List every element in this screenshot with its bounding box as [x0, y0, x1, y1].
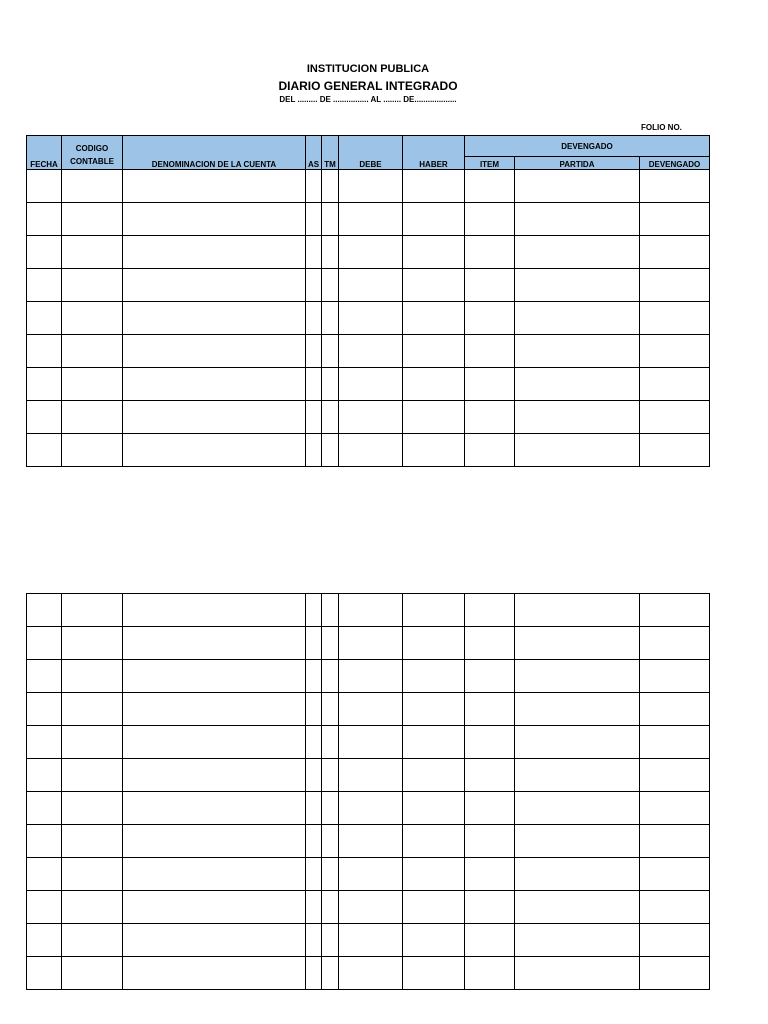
cell-denominacion[interactable] [123, 792, 306, 825]
cell-denominacion[interactable] [123, 726, 306, 759]
cell-tm[interactable] [322, 236, 339, 269]
cell-codigo[interactable] [62, 170, 123, 203]
cell-denominacion[interactable] [123, 957, 306, 990]
cell-debe[interactable] [339, 236, 403, 269]
cell-item[interactable] [465, 236, 515, 269]
table-row [27, 368, 710, 401]
cell-denominacion[interactable] [123, 368, 306, 401]
table-row [27, 759, 710, 792]
cell-codigo[interactable] [62, 236, 123, 269]
cell-as[interactable] [306, 368, 322, 401]
cell-debe[interactable] [339, 924, 403, 957]
cell-item[interactable] [465, 368, 515, 401]
cell-devengado[interactable] [640, 269, 710, 302]
cell-tm[interactable] [322, 957, 339, 990]
cell-fecha[interactable] [27, 891, 62, 924]
cell-tm[interactable] [322, 858, 339, 891]
cell-codigo[interactable] [62, 693, 123, 726]
cell-haber[interactable] [403, 335, 465, 368]
cell-codigo[interactable] [62, 792, 123, 825]
table-row [27, 825, 710, 858]
period-line: DEL ......... DE ................ AL ........ DE................... [279, 95, 457, 104]
cell-item[interactable] [465, 401, 515, 434]
cell-partida[interactable] [515, 825, 640, 858]
table-top-body [27, 170, 710, 467]
cell-partida[interactable] [515, 269, 640, 302]
cell-fecha[interactable] [27, 401, 62, 434]
cell-tm[interactable] [322, 660, 339, 693]
cell-item[interactable] [465, 693, 515, 726]
cell-fecha[interactable] [27, 368, 62, 401]
table-row [27, 957, 710, 990]
cell-denominacion[interactable] [123, 924, 306, 957]
table-row [27, 627, 710, 660]
cell-devengado[interactable] [640, 203, 710, 236]
cell-as[interactable] [306, 170, 322, 203]
cell-as[interactable] [306, 660, 322, 693]
table-row [27, 401, 710, 434]
cell-tm[interactable] [322, 792, 339, 825]
cell-as[interactable] [306, 302, 322, 335]
cell-item[interactable] [465, 335, 515, 368]
cell-fecha[interactable] [27, 825, 62, 858]
col-as: AS [306, 136, 322, 170]
cell-as[interactable] [306, 693, 322, 726]
cell-debe[interactable] [339, 825, 403, 858]
cell-haber[interactable] [403, 368, 465, 401]
cell-fecha[interactable] [27, 924, 62, 957]
journal-table-top [26, 135, 710, 467]
cell-tm[interactable] [322, 825, 339, 858]
cell-denominacion[interactable] [123, 401, 306, 434]
cell-fecha[interactable] [27, 858, 62, 891]
cell-devengado[interactable] [640, 170, 710, 203]
cell-partida[interactable] [515, 170, 640, 203]
cell-fecha[interactable] [27, 726, 62, 759]
cell-denominacion[interactable] [123, 594, 306, 627]
cell-denominacion[interactable] [123, 858, 306, 891]
cell-haber[interactable] [403, 825, 465, 858]
cell-haber[interactable] [403, 434, 465, 467]
cell-partida[interactable] [515, 335, 640, 368]
cell-fecha[interactable] [27, 302, 62, 335]
cell-tm[interactable] [322, 726, 339, 759]
cell-fecha[interactable] [27, 434, 62, 467]
table-row [27, 236, 710, 269]
cell-debe[interactable] [339, 759, 403, 792]
cell-devengado[interactable] [640, 792, 710, 825]
cell-devengado[interactable] [640, 302, 710, 335]
cell-codigo[interactable] [62, 660, 123, 693]
cell-as[interactable] [306, 792, 322, 825]
cell-item[interactable] [465, 858, 515, 891]
cell-denominacion[interactable] [123, 170, 306, 203]
cell-debe[interactable] [339, 726, 403, 759]
cell-debe[interactable] [339, 203, 403, 236]
cell-codigo[interactable] [62, 368, 123, 401]
cell-haber[interactable] [403, 236, 465, 269]
col-debe: DEBE [339, 136, 403, 170]
cell-codigo[interactable] [62, 891, 123, 924]
table-bottom-body [27, 594, 710, 990]
cell-codigo[interactable] [62, 269, 123, 302]
cell-haber[interactable] [403, 693, 465, 726]
cell-denominacion[interactable] [123, 693, 306, 726]
cell-devengado[interactable] [640, 434, 710, 467]
cell-debe[interactable] [339, 957, 403, 990]
cell-devengado[interactable] [640, 401, 710, 434]
cell-partida[interactable] [515, 594, 640, 627]
table-row [27, 434, 710, 467]
cell-partida[interactable] [515, 957, 640, 990]
institution-title: INSTITUCION PUBLICA [306, 63, 430, 75]
col-tm: TM [322, 136, 339, 170]
cell-fecha[interactable] [27, 594, 62, 627]
cell-fecha[interactable] [27, 693, 62, 726]
cell-debe[interactable] [339, 792, 403, 825]
document-title: DIARIO GENERAL INTEGRADO [278, 79, 458, 93]
cell-as[interactable] [306, 236, 322, 269]
cell-codigo[interactable] [62, 957, 123, 990]
cell-tm[interactable] [322, 170, 339, 203]
cell-tm[interactable] [322, 269, 339, 302]
cell-fecha[interactable] [27, 170, 62, 203]
cell-partida[interactable] [515, 203, 640, 236]
col-codigo-line1: CODIGO [75, 144, 109, 153]
cell-fecha[interactable] [27, 269, 62, 302]
cell-tm[interactable] [322, 924, 339, 957]
cell-denominacion[interactable] [123, 203, 306, 236]
col-haber: HABER [403, 136, 465, 170]
cell-debe[interactable] [339, 335, 403, 368]
cell-as[interactable] [306, 401, 322, 434]
cell-item[interactable] [465, 759, 515, 792]
cell-haber[interactable] [403, 302, 465, 335]
cell-haber[interactable] [403, 401, 465, 434]
cell-denominacion[interactable] [123, 759, 306, 792]
cell-as[interactable] [306, 594, 322, 627]
cell-item[interactable] [465, 891, 515, 924]
cell-devengado[interactable] [640, 759, 710, 792]
cell-debe[interactable] [339, 858, 403, 891]
cell-haber[interactable] [403, 924, 465, 957]
cell-debe[interactable] [339, 368, 403, 401]
cell-denominacion[interactable] [123, 236, 306, 269]
cell-haber[interactable] [403, 660, 465, 693]
cell-denominacion[interactable] [123, 302, 306, 335]
cell-haber[interactable] [403, 891, 465, 924]
cell-fecha[interactable] [27, 759, 62, 792]
cell-devengado[interactable] [640, 924, 710, 957]
cell-debe[interactable] [339, 693, 403, 726]
cell-tm[interactable] [322, 891, 339, 924]
cell-denominacion[interactable] [123, 269, 306, 302]
cell-devengado[interactable] [640, 335, 710, 368]
cell-partida[interactable] [515, 792, 640, 825]
cell-tm[interactable] [322, 302, 339, 335]
table-row [27, 302, 710, 335]
col-codigo-line2: CONTABLE [70, 157, 114, 166]
cell-item[interactable] [465, 825, 515, 858]
cell-devengado[interactable] [640, 957, 710, 990]
cell-codigo[interactable] [62, 858, 123, 891]
cell-as[interactable] [306, 924, 322, 957]
cell-tm[interactable] [322, 434, 339, 467]
cell-as[interactable] [306, 627, 322, 660]
cell-tm[interactable] [322, 594, 339, 627]
col-fecha: FECHA [27, 136, 62, 170]
cell-codigo[interactable] [62, 726, 123, 759]
cell-debe[interactable] [339, 627, 403, 660]
cell-codigo[interactable] [62, 401, 123, 434]
cell-haber[interactable] [403, 269, 465, 302]
cell-item[interactable] [465, 269, 515, 302]
cell-fecha[interactable] [27, 792, 62, 825]
cell-partida[interactable] [515, 401, 640, 434]
cell-item[interactable] [465, 302, 515, 335]
cell-item[interactable] [465, 594, 515, 627]
cell-item[interactable] [465, 170, 515, 203]
cell-haber[interactable] [403, 759, 465, 792]
cell-devengado[interactable] [640, 825, 710, 858]
cell-fecha[interactable] [27, 957, 62, 990]
cell-haber[interactable] [403, 170, 465, 203]
cell-fecha[interactable] [27, 203, 62, 236]
cell-haber[interactable] [403, 957, 465, 990]
cell-debe[interactable] [339, 660, 403, 693]
table-row [27, 203, 710, 236]
cell-as[interactable] [306, 858, 322, 891]
cell-denominacion[interactable] [123, 627, 306, 660]
cell-tm[interactable] [322, 401, 339, 434]
cell-partida[interactable] [515, 891, 640, 924]
cell-debe[interactable] [339, 269, 403, 302]
cell-devengado[interactable] [640, 627, 710, 660]
cell-codigo[interactable] [62, 594, 123, 627]
cell-denominacion[interactable] [123, 434, 306, 467]
cell-partida[interactable] [515, 368, 640, 401]
cell-devengado[interactable] [640, 236, 710, 269]
cell-partida[interactable] [515, 693, 640, 726]
cell-debe[interactable] [339, 891, 403, 924]
cell-haber[interactable] [403, 792, 465, 825]
col-devengado: DEVENGADO [640, 157, 710, 170]
cell-partida[interactable] [515, 302, 640, 335]
cell-partida[interactable] [515, 726, 640, 759]
cell-devengado[interactable] [640, 660, 710, 693]
cell-codigo[interactable] [62, 627, 123, 660]
cell-partida[interactable] [515, 660, 640, 693]
cell-debe[interactable] [339, 434, 403, 467]
cell-codigo[interactable] [62, 825, 123, 858]
table-row [27, 660, 710, 693]
cell-codigo[interactable] [62, 335, 123, 368]
cell-tm[interactable] [322, 759, 339, 792]
cell-haber[interactable] [403, 594, 465, 627]
cell-as[interactable] [306, 269, 322, 302]
cell-partida[interactable] [515, 627, 640, 660]
cell-as[interactable] [306, 957, 322, 990]
table-row [27, 726, 710, 759]
cell-denominacion[interactable] [123, 335, 306, 368]
cell-haber[interactable] [403, 726, 465, 759]
cell-devengado[interactable] [640, 858, 710, 891]
cell-devengado[interactable] [640, 594, 710, 627]
cell-debe[interactable] [339, 401, 403, 434]
cell-codigo[interactable] [62, 302, 123, 335]
cell-tm[interactable] [322, 203, 339, 236]
cell-tm[interactable] [322, 335, 339, 368]
cell-debe[interactable] [339, 170, 403, 203]
col-partida: PARTIDA [515, 157, 640, 170]
cell-item[interactable] [465, 434, 515, 467]
cell-debe[interactable] [339, 302, 403, 335]
col-denominacion: DENOMINACION DE LA CUENTA [123, 136, 306, 170]
cell-partida[interactable] [515, 434, 640, 467]
cell-codigo[interactable] [62, 759, 123, 792]
col-group-devengado: DEVENGADO [465, 136, 710, 157]
cell-partida[interactable] [515, 236, 640, 269]
table-row [27, 170, 710, 203]
cell-partida[interactable] [515, 858, 640, 891]
cell-as[interactable] [306, 726, 322, 759]
cell-denominacion[interactable] [123, 660, 306, 693]
col-item: ITEM [465, 157, 515, 170]
cell-fecha[interactable] [27, 660, 62, 693]
cell-denominacion[interactable] [123, 891, 306, 924]
table-row [27, 335, 710, 368]
table-row [27, 924, 710, 957]
cell-devengado[interactable] [640, 368, 710, 401]
cell-denominacion[interactable] [123, 825, 306, 858]
cell-item[interactable] [465, 924, 515, 957]
cell-haber[interactable] [403, 203, 465, 236]
cell-as[interactable] [306, 434, 322, 467]
cell-item[interactable] [465, 660, 515, 693]
table-row [27, 594, 710, 627]
cell-codigo[interactable] [62, 434, 123, 467]
cell-item[interactable] [465, 203, 515, 236]
cell-as[interactable] [306, 335, 322, 368]
cell-devengado[interactable] [640, 693, 710, 726]
cell-fecha[interactable] [27, 335, 62, 368]
cell-partida[interactable] [515, 759, 640, 792]
cell-item[interactable] [465, 627, 515, 660]
table-row [27, 269, 710, 302]
cell-fecha[interactable] [27, 236, 62, 269]
cell-tm[interactable] [322, 368, 339, 401]
cell-debe[interactable] [339, 594, 403, 627]
table-row [27, 891, 710, 924]
table-row [27, 792, 710, 825]
cell-as[interactable] [306, 825, 322, 858]
cell-item[interactable] [465, 957, 515, 990]
folio-label: FOLIO NO. [641, 123, 682, 132]
cell-as[interactable] [306, 891, 322, 924]
cell-fecha[interactable] [27, 627, 62, 660]
cell-haber[interactable] [403, 858, 465, 891]
col-codigo-contable [62, 136, 123, 170]
cell-tm[interactable] [322, 627, 339, 660]
cell-devengado[interactable] [640, 891, 710, 924]
cell-item[interactable] [465, 726, 515, 759]
cell-codigo[interactable] [62, 924, 123, 957]
cell-devengado[interactable] [640, 726, 710, 759]
table-row [27, 693, 710, 726]
cell-haber[interactable] [403, 627, 465, 660]
cell-item[interactable] [465, 792, 515, 825]
table-row [27, 858, 710, 891]
cell-as[interactable] [306, 203, 322, 236]
journal-table-bottom [26, 593, 710, 990]
cell-tm[interactable] [322, 693, 339, 726]
cell-as[interactable] [306, 759, 322, 792]
cell-codigo[interactable] [62, 203, 123, 236]
cell-partida[interactable] [515, 924, 640, 957]
